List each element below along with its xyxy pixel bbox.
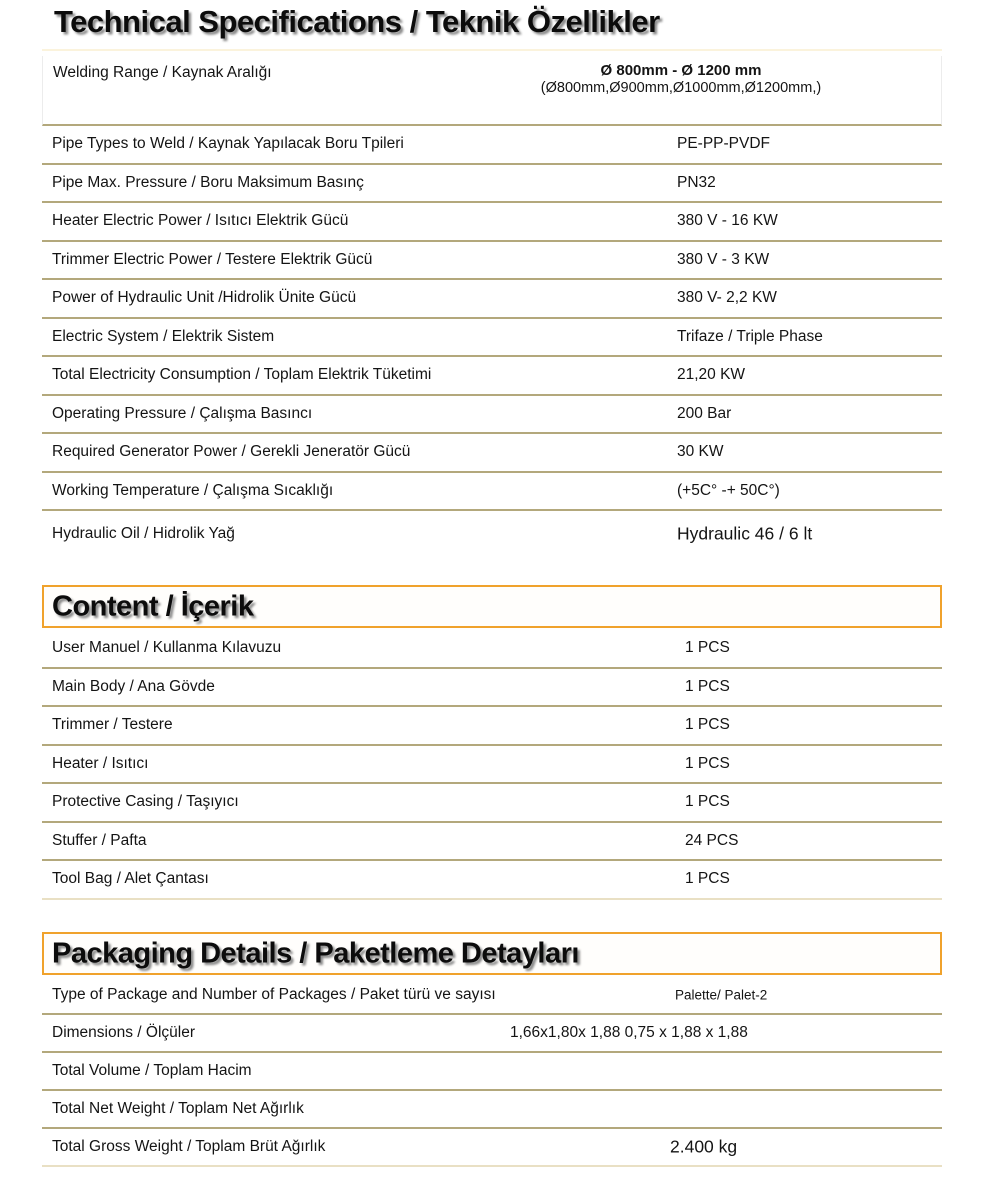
content-label: Tool Bag / Alet Çantası <box>52 870 209 888</box>
spec-value: PN32 <box>677 173 716 191</box>
spec-label: Required Generator Power / Gerekli Jeneratör Gücü <box>52 443 411 461</box>
packaging-label: Dimensions / Ölçüler <box>52 1024 195 1041</box>
spec-label: Heater Electric Power / Isıtıcı Elektrik Gücü <box>52 212 349 230</box>
packaging-label: Total Net Weight / Toplam Net Ağırlık <box>52 1100 304 1117</box>
table-row <box>42 1129 942 1167</box>
content-label: Heater / Isıtıcı <box>52 754 149 772</box>
table-row <box>42 396 942 435</box>
welding-range-main: Ø 800mm - Ø 1200 mm <box>600 62 762 79</box>
packaging-value: 1,66x1,80x 1,88 0,75 x 1,88 x 1,88 <box>510 1024 748 1041</box>
table-row <box>42 511 942 557</box>
section-heading: Packaging Details / Paketleme Detayları <box>52 937 579 969</box>
table-row <box>42 1091 942 1129</box>
table-row <box>42 707 942 746</box>
spec-label: Welding Range / Kaynak Aralığı <box>53 64 272 81</box>
table-row <box>42 126 942 165</box>
content-value: 1 PCS <box>685 870 730 888</box>
table-row <box>42 165 942 204</box>
spec-value: 21,20 KW <box>677 366 746 384</box>
spec-value: PE-PP-PVDF <box>677 135 771 153</box>
packaging-section-header <box>42 932 942 975</box>
content-label: Stuffer / Pafta <box>52 831 147 849</box>
table-row <box>42 1053 942 1091</box>
table-row <box>42 977 942 1015</box>
welding-range-sub: (Ø800mm,Ø900mm,Ø1000mm,Ø1200mm,) <box>540 80 822 96</box>
table-row <box>42 1015 942 1053</box>
spec-table <box>42 56 942 557</box>
spec-value <box>446 62 916 96</box>
spec-label: Operating Pressure / Çalışma Basıncı <box>52 404 313 422</box>
content-value: 1 PCS <box>685 793 730 811</box>
spec-value: 200 Bar <box>677 404 732 422</box>
packaging-value: 2.400 kg <box>670 1136 738 1157</box>
spec-label: Working Temperature / Çalışma Sıcaklığı <box>52 481 334 499</box>
packaging-label: Total Volume / Toplam Hacim <box>52 1062 252 1079</box>
table-row <box>42 203 942 242</box>
content-value: 24 PCS <box>685 831 739 849</box>
packaging-label: Type of Package and Number of Packages / Paket türü ve sayısı <box>52 986 496 1003</box>
spec-value: Hydraulic 46 / 6 lt <box>677 523 813 544</box>
packaging-label: Total Gross Weight / Toplam Brüt Ağırlık <box>52 1138 326 1155</box>
spec-label: Power of Hydraulic Unit /Hidrolik Ünite Gücü <box>52 289 357 307</box>
packaging-value: Palette/ Palet-2 <box>675 987 768 1003</box>
spec-label: Total Electricity Consumption / Toplam Elektrik Tüketimi <box>52 366 432 384</box>
spec-value: (+5C° -+ 50C°) <box>677 481 780 499</box>
packaging-table <box>42 977 942 1167</box>
title-underline <box>42 49 942 51</box>
table-row <box>42 434 942 473</box>
content-value: 1 PCS <box>685 677 730 695</box>
spec-value: 380 V- 2,2 KW <box>677 289 777 307</box>
spec-label: Trimmer Electric Power / Testere Elektrik Gücü <box>52 250 373 268</box>
table-row <box>42 242 942 281</box>
content-table <box>42 630 942 900</box>
table-row <box>42 357 942 396</box>
content-label: Protective Casing / Taşıyıcı <box>52 793 239 811</box>
table-row <box>42 669 942 708</box>
table-row <box>42 784 942 823</box>
content-value: 1 PCS <box>685 639 730 657</box>
content-section-header <box>42 585 942 628</box>
table-row <box>42 319 942 358</box>
table-row <box>42 746 942 785</box>
spec-value: 380 V - 16 KW <box>677 212 778 230</box>
spec-value: 30 KW <box>677 443 724 461</box>
table-row <box>42 823 942 862</box>
content-value: 1 PCS <box>685 754 730 772</box>
content-value: 1 PCS <box>685 716 730 734</box>
page-title: Technical Specifications / Teknik Özellikler <box>54 4 660 39</box>
spec-label: Pipe Types to Weld / Kaynak Yapılacak Boru Tpileri <box>52 135 404 153</box>
spec-value: Trifaze / Triple Phase <box>677 327 823 345</box>
spec-label: Electric System / Elektrik Sistem <box>52 327 275 345</box>
content-label: User Manuel / Kullanma Kılavuzu <box>52 639 282 657</box>
spec-label: Pipe Max. Pressure / Boru Maksimum Basınç <box>52 173 364 191</box>
table-row <box>42 473 942 512</box>
spec-label: Hydraulic Oil / Hidrolik Yağ <box>52 525 235 542</box>
table-row <box>42 280 942 319</box>
table-row <box>42 861 942 900</box>
content-label: Trimmer / Testere <box>52 716 173 734</box>
spec-value: 380 V - 3 KW <box>677 250 770 268</box>
content-label: Main Body / Ana Gövde <box>52 677 215 695</box>
section-heading: Content / İçerik <box>52 590 254 622</box>
table-row <box>42 630 942 669</box>
table-row <box>42 56 942 126</box>
